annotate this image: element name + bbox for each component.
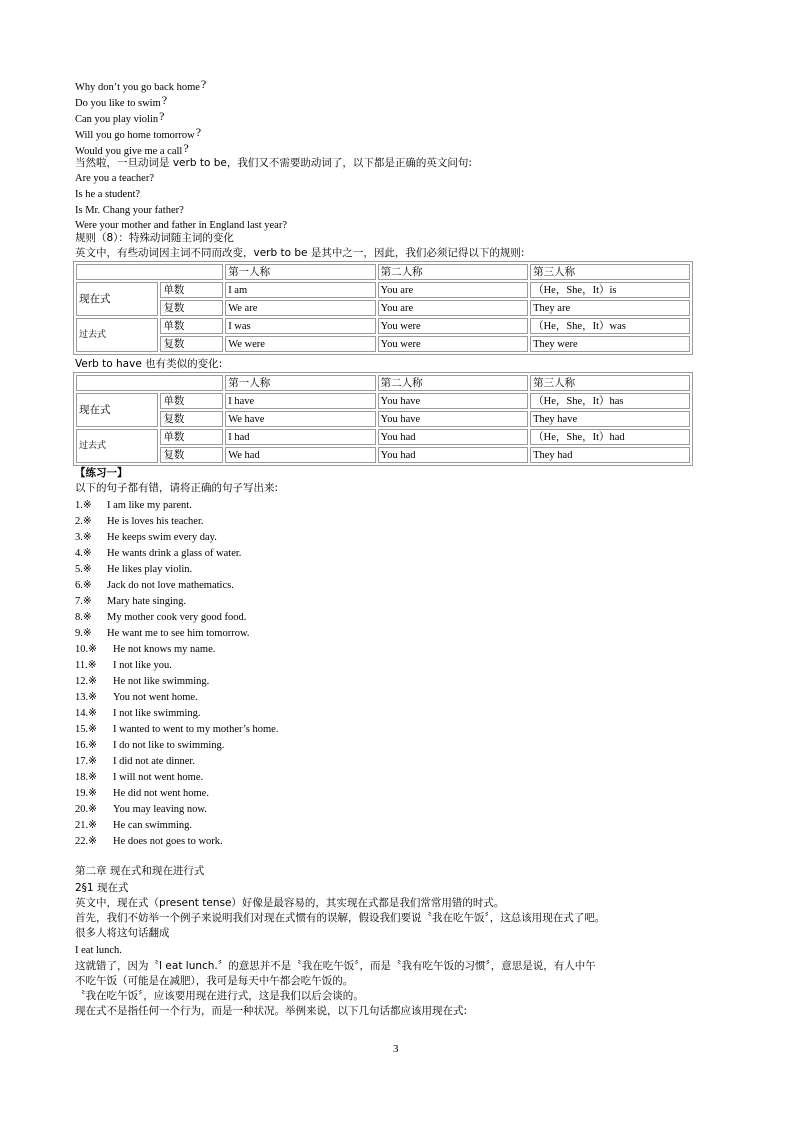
question-line: Would you give me a call? <box>75 141 189 157</box>
table-cell: You had <box>378 429 528 445</box>
list-item: 13.※ You not went home. <box>75 692 198 703</box>
paragraph: 很多人将这句话翻成 <box>75 927 170 939</box>
question-line: Will you go home tomorrow? <box>75 125 202 141</box>
tense-label: 现在式 <box>76 282 158 316</box>
number-label: 单数 <box>160 282 223 298</box>
be-question: Are you a teacher? <box>75 173 154 184</box>
list-item: 1.※ I am like my parent. <box>75 500 192 511</box>
tense-label: 过去式 <box>76 429 158 463</box>
number-label: 复数 <box>160 336 223 352</box>
table-row <box>76 336 690 352</box>
table-cell: You are <box>378 300 528 316</box>
be-question: Were your mother and father in England last year? <box>75 220 287 231</box>
rule-8-text: 英文中，有些动词因主词不同而改变，verb to be 是其中之一，因此，我们必须记得以下的规则: <box>75 247 525 259</box>
list-item: 15.※ I wanted to went to my mother’s home. <box>75 724 279 735</box>
table-cell: They are <box>530 300 690 316</box>
table-cell: We have <box>225 411 375 427</box>
table-header-row <box>76 375 690 391</box>
table-row <box>76 447 690 463</box>
header-first-person: 第一人称 <box>225 264 375 280</box>
number-label: 复数 <box>160 411 223 427</box>
table-row <box>76 429 690 445</box>
number-label: 复数 <box>160 300 223 316</box>
rule-8-title: 规则（8）：特殊动词随主词的变化 <box>75 232 234 244</box>
paragraph: 首先，我们不妨举一个例子来说明我们对现在式惯有的误解，假设我们要说〝我在吃午饭〞，这总该用现在式了吧。 <box>75 912 606 924</box>
list-item: 11.※ I not like you. <box>75 660 172 671</box>
list-item: 2.※ He is loves his teacher. <box>75 516 204 527</box>
list-item: 12.※ He not like swimming. <box>75 676 210 687</box>
list-item: 22.※ He does not goes to work. <box>75 836 223 847</box>
table-cell: I was <box>225 318 375 334</box>
table-cell: （He，She，It）is <box>530 282 690 298</box>
table-cell: You are <box>378 282 528 298</box>
list-item: 6.※ Jack do not love mathematics. <box>75 580 234 591</box>
header-first-person: 第一人称 <box>225 375 375 391</box>
table-cell: You were <box>378 336 528 352</box>
be-question: Is he a student? <box>75 189 141 200</box>
number-label: 单数 <box>160 393 223 409</box>
header-third-person: 第三人称 <box>530 375 690 391</box>
page-number: 3 <box>393 1043 399 1055</box>
question-line: Do you like to swim? <box>75 93 168 109</box>
header-second-person: 第二人称 <box>378 264 528 280</box>
be-question: Is Mr. Chang your father? <box>75 205 184 216</box>
table-cell: I am <box>225 282 375 298</box>
table-cell: You have <box>378 411 528 427</box>
number-label: 单数 <box>160 429 223 445</box>
list-item: 19.※ He did not went home. <box>75 788 209 799</box>
list-item: 16.※ I do not like to swimming. <box>75 740 225 751</box>
question-line: Why don’t you go back home? <box>75 77 207 93</box>
table-cell: You have <box>378 393 528 409</box>
list-item: 18.※ I will not went home. <box>75 772 204 783</box>
spacer <box>75 850 695 864</box>
exercise-list <box>75 498 695 850</box>
table-cell: I have <box>225 393 375 409</box>
table-cell: We were <box>225 336 375 352</box>
paragraph: 不吃午饭（可能是在减肥），我可是每天中午都会吃午饭的。 <box>75 975 354 987</box>
list-item: 7.※ Mary hate singing. <box>75 596 187 607</box>
list-item: 5.※ He likes play violin. <box>75 564 193 575</box>
table-cell: You had <box>378 447 528 463</box>
table-row <box>76 393 690 409</box>
verb-to-have-intro: Verb to have 也有类似的变化: <box>75 358 223 370</box>
verb-to-be-intro: 当然啦，一旦动词是 verb to be，我们又不需要助动词了，以下都是正确的英文问句: <box>75 157 472 169</box>
table-row <box>76 411 690 427</box>
list-item: 4.※ He wants drink a glass of water. <box>75 548 242 559</box>
question-line: Can you play violin? <box>75 109 165 125</box>
header-third-person: 第三人称 <box>530 264 690 280</box>
paragraph: 现在式不是指任何一个行为，而是一种状况。举例来说，以下几句话都应该用现在式: <box>75 1005 468 1017</box>
table-cell <box>76 375 223 391</box>
table-cell: （He，She，It）was <box>530 318 690 334</box>
verb-to-be-table <box>73 261 693 355</box>
document-page <box>75 76 695 1019</box>
exercise-instruction: 以下的句子都有错，请将正确的句子写出来: <box>75 482 279 494</box>
list-item: 10.※ He not knows my name. <box>75 644 216 655</box>
section-title: 2§1 现在式 <box>75 882 129 894</box>
verb-to-have-table <box>73 372 693 466</box>
table-cell: You were <box>378 318 528 334</box>
exercise-title: 【练习一】 <box>75 467 128 479</box>
table-cell: They were <box>530 336 690 352</box>
list-item: 3.※ He keeps swim every day. <box>75 532 217 543</box>
paragraph: 英文中，现在式（present tense）好像是最容易的，其实现在式都是我们常常用错的时式。 <box>75 897 505 909</box>
table-cell: （He，She，It）had <box>530 429 690 445</box>
table-row <box>76 282 690 298</box>
tense-label: 现在式 <box>76 393 158 427</box>
chapter-title: 第二章 现在式和现在进行式 <box>75 865 205 877</box>
list-item: 8.※ My mother cook very good food. <box>75 612 247 623</box>
table-cell: （He，She，It）has <box>530 393 690 409</box>
table-cell: I had <box>225 429 375 445</box>
table-row <box>76 300 690 316</box>
header-second-person: 第二人称 <box>378 375 528 391</box>
list-item: 21.※ He can swimming. <box>75 820 193 831</box>
number-label: 复数 <box>160 447 223 463</box>
example-sentence: I eat lunch. <box>75 945 122 956</box>
table-cell: We are <box>225 300 375 316</box>
paragraph: 这就错了，因为〝I eat lunch.〞的意思并不是〝我在吃午饭〞，而是〝我有吃午饭的习惯〞，意思是说，有人中午 <box>75 960 596 972</box>
list-item: 17.※ I did not ate dinner. <box>75 756 195 767</box>
table-cell <box>76 264 223 280</box>
number-label: 单数 <box>160 318 223 334</box>
table-cell: We had <box>225 447 375 463</box>
list-item: 9.※ He want me to see him tomorrow. <box>75 628 250 639</box>
table-cell: They have <box>530 411 690 427</box>
table-header-row <box>76 264 690 280</box>
list-item: 20.※ You may leaving now. <box>75 804 207 815</box>
table-cell: They had <box>530 447 690 463</box>
paragraph: 〝我在吃午饭〞，应该要用现在进行式，这是我们以后会谈的。 <box>75 990 364 1002</box>
table-row <box>76 318 690 334</box>
list-item: 14.※ I not like swimming. <box>75 708 201 719</box>
tense-label: 过去式 <box>76 318 158 352</box>
